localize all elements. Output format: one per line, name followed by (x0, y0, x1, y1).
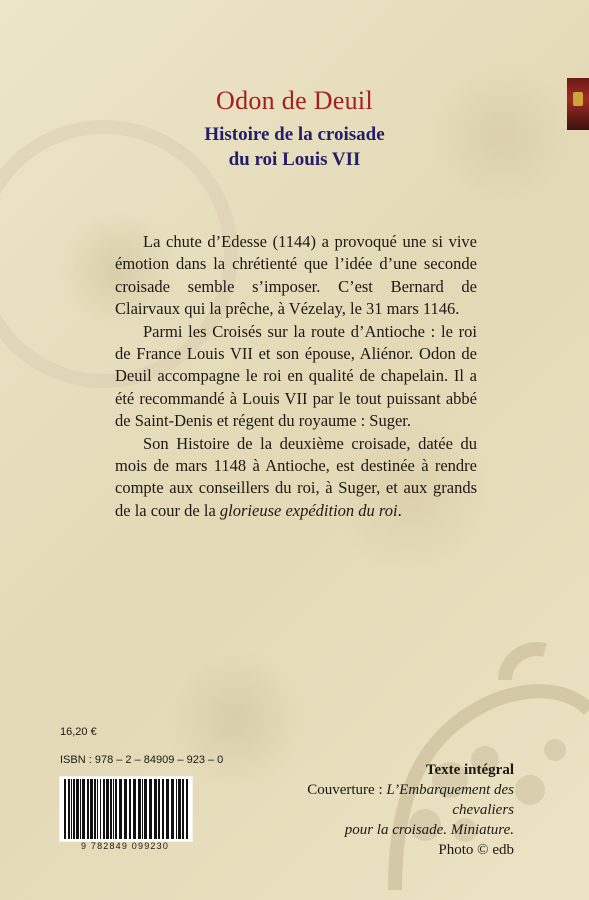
back-cover-summary (115, 231, 477, 522)
cover-title-b: pour la croisade. Miniature. (344, 822, 514, 838)
barcode-bar (124, 779, 127, 839)
barcode-bar (97, 779, 98, 839)
barcode-bar (149, 779, 152, 839)
barcode-bar (103, 779, 105, 839)
barcode-bar (166, 779, 169, 839)
barcode-bar (82, 779, 85, 839)
barcode-bar (113, 779, 114, 839)
barcode-bar (144, 779, 147, 839)
barcode-digits: 9 782849 099230 (80, 841, 170, 851)
texte-integral-label: Texte intégral (425, 762, 514, 778)
summary-paragraph-2: Parmi les Croisés sur la route d’Antioche : le roi de France Louis VII et son épouse, Aliénor. Odon de Deuil accompagne le roi en qualité de chapelain. Il a été recommandé à Louis VII par le tout puissant abbé de Saint-Denis et régent du royaume : Suger. (115, 321, 477, 431)
barcode-bar (100, 779, 101, 839)
barcode-bar (76, 779, 79, 839)
barcode-bar (176, 779, 177, 839)
credits-block (254, 760, 514, 860)
price-label: 16,20 € (60, 726, 97, 738)
barcode-bar (178, 779, 181, 839)
barcode-bar (154, 779, 157, 839)
barcode-bar (186, 779, 188, 839)
barcode-bar (115, 779, 117, 839)
barcode-bar (162, 779, 164, 839)
summary-paragraph-3 (115, 433, 477, 523)
paragraph-3-italic: glorieuse expédition du roi (219, 500, 398, 520)
barcode-bar (171, 779, 174, 839)
title-line-1: Histoire de la croisade (204, 124, 385, 145)
photo-credit: Photo © edb (438, 842, 514, 858)
cover-label: Couverture : (307, 782, 383, 798)
barcode-bar (158, 779, 160, 839)
author-name: Odon de Deuil (216, 86, 373, 115)
barcode-bar (90, 779, 93, 839)
barcode-bar (64, 779, 66, 839)
barcode-bar (94, 779, 96, 839)
isbn-label: ISBN : 978 – 2 – 84909 – 923 – 0 (60, 754, 224, 766)
title-line-2: du roi Louis VII (228, 149, 361, 170)
cover-title-a: L’Embarquement des chevaliers (386, 782, 514, 818)
barcode-bar (142, 779, 143, 839)
barcode-bar (87, 779, 89, 839)
cover-credit-line-1 (254, 780, 514, 820)
barcode-bar (138, 779, 141, 839)
barcode-bar (68, 779, 70, 839)
barcode-bar (106, 779, 109, 839)
barcode-bar (73, 779, 75, 839)
paragraph-3-end: . (397, 500, 402, 520)
barcode-bar (133, 779, 136, 839)
barcode-bar (182, 779, 184, 839)
barcode-bar (71, 779, 72, 839)
book-title (0, 122, 589, 172)
barcode-bar (80, 779, 81, 839)
barcode-bar (110, 779, 112, 839)
paragraph-3-text: Son Histoire de la deuxième croisade, datée du mois de mars 1148 à Antioche, est destinée à rendre compte aux conseillers du roi, à Suger, et aux grands de la cour de la (115, 433, 477, 520)
barcode-bar (119, 779, 122, 839)
barcode-bar (129, 779, 131, 839)
barcode (59, 776, 193, 842)
summary-paragraph-1: La chute d’Edesse (1144) a provoqué une si vive émotion dans la chrétienté que l’idée d’une seconde croisade semble s’imposer. C’est Bernard de Clairvaux qui la prêche, à Vézelay, le 31 mars 1146. (115, 232, 477, 319)
